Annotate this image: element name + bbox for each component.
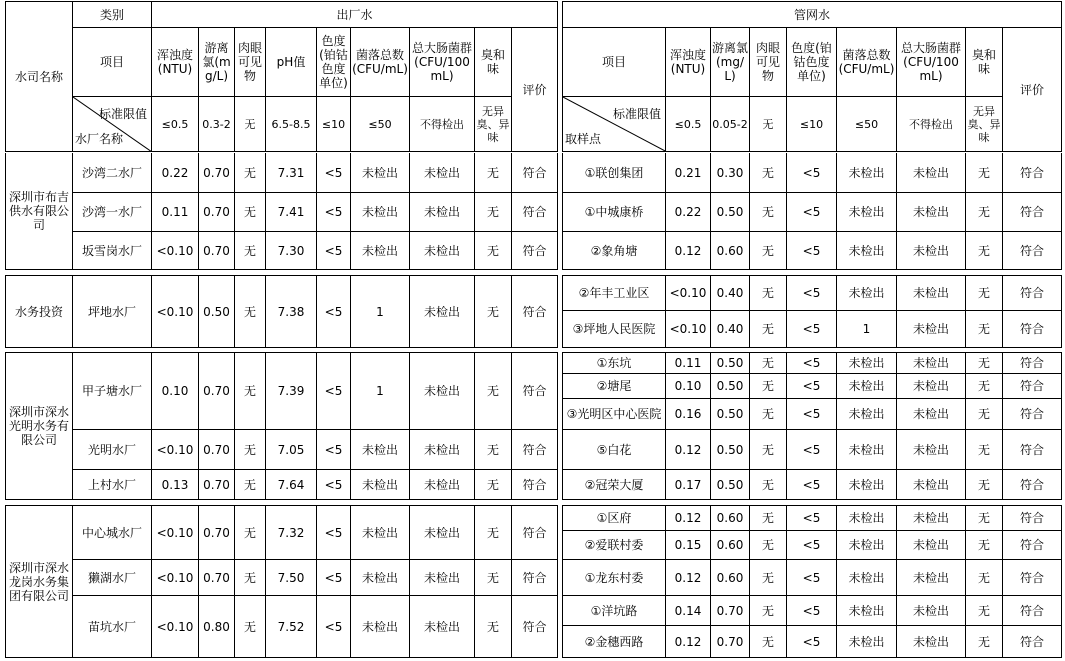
plant-name-diagonal [73,97,152,152]
outlet-limit-cell: 无 [235,97,266,152]
outlet-param-header: 游离氯(mg/L) [199,28,235,97]
network-value-cell: 未检出 [897,275,966,311]
network-value-cell: 无 [966,470,1003,500]
outlet-value-cell: 7.52 [266,596,317,658]
outlet-value-cell: 0.22 [152,153,199,193]
network-value-cell: 无 [966,374,1003,399]
outlet-value-cell: 7.39 [266,352,317,430]
network-value-cell: <5 [787,505,837,531]
network-value-cell: 未检出 [837,352,897,374]
outlet-value-cell: <5 [317,352,351,430]
network-value-cell: 0.60 [711,531,750,560]
network-value-cell: 无 [750,470,787,500]
outlet-value-cell: 无 [235,275,266,348]
outlet-value-cell: 7.05 [266,430,317,470]
sample-point-cell: ②年丰工业区 [562,275,666,311]
network-param-header: 游离氯(mg/L) [711,28,750,97]
network-value-cell: 未检出 [837,596,897,626]
network-limit-cell: ≤10 [787,97,837,152]
network-value-cell: 0.50 [711,352,750,374]
sample-point-cell: ①龙东村委 [562,560,666,596]
outlet-param-header: pH值 [266,28,317,97]
outlet-value-cell: 7.31 [266,153,317,193]
network-value-cell: 无 [966,193,1003,232]
outlet-value-cell: 0.11 [152,193,199,232]
outlet-eval-cell: 符合 [512,430,558,470]
outlet-value-cell: <0.10 [152,560,199,596]
outlet-value-cell: 0.70 [199,430,235,470]
network-value-cell: 0.30 [711,153,750,193]
network-value-cell: <5 [787,374,837,399]
outlet-value-cell: 7.38 [266,275,317,348]
outlet-value-cell: 无 [475,596,512,658]
network-eval-cell: 符合 [1003,232,1062,270]
company-name-cell: 深圳市深水龙岗水务集团有限公司 [5,505,73,658]
network-value-cell: <5 [787,153,837,193]
network-value-cell: 0.21 [666,153,711,193]
outlet-value-cell: 0.13 [152,470,199,500]
outlet-value-cell: <5 [317,275,351,348]
network-value-cell: 1 [837,311,897,348]
network-value-cell: 0.40 [711,311,750,348]
network-value-cell: 无 [966,430,1003,470]
network-value-cell: 0.50 [711,374,750,399]
plant-name-cell: 沙湾一水厂 [73,193,152,232]
outlet-value-cell: 未检出 [410,596,475,658]
outlet-limit-cell: 0.3-2 [199,97,235,152]
outlet-value-cell: <5 [317,232,351,270]
outlet-value-cell: <5 [317,153,351,193]
outlet-value-cell: 0.70 [199,560,235,596]
sample-point-cell: ①联创集团 [562,153,666,193]
sample-point-cell: ②象角塘 [562,232,666,270]
network-value-cell: 无 [966,560,1003,596]
network-value-cell: <5 [787,430,837,470]
network-value-cell: 未检出 [897,399,966,430]
sample-point-cell: ①区府 [562,505,666,531]
outlet-eval-cell: 符合 [512,596,558,658]
plant-name-label: 水厂名称 [75,132,124,146]
network-limit-cell: 无异臭、异味 [966,97,1003,152]
network-eval-cell: 符合 [1003,153,1062,193]
network-value-cell: 0.60 [711,232,750,270]
network-value-cell: 0.50 [711,399,750,430]
network-value-cell: 无 [750,193,787,232]
outlet-value-cell: 无 [235,470,266,500]
network-value-cell: 0.14 [666,596,711,626]
network-value-cell: 0.22 [666,193,711,232]
network-value-cell: 0.10 [666,374,711,399]
network-limit-cell: 0.05-2 [711,97,750,152]
outlet-value-cell: 无 [235,596,266,658]
network-value-cell: 0.12 [666,626,711,658]
plant-name-cell: 上村水厂 [73,470,152,500]
outlet-value-cell: 无 [235,193,266,232]
network-value-cell: 未检出 [897,153,966,193]
network-value-cell: 无 [750,399,787,430]
network-limit-cell: ≤0.5 [666,97,711,152]
network-eval-cell: 符合 [1003,430,1062,470]
outlet-value-cell: <0.10 [152,430,199,470]
outlet-limit-cell: 无异臭、异味 [475,97,512,152]
plant-name-cell: 甲子塘水厂 [73,352,152,430]
outlet-value-cell: 未检出 [351,193,410,232]
plant-name-cell: 沙湾二水厂 [73,153,152,193]
sample-point-cell: ②塘尾 [562,374,666,399]
network-value-cell: 0.12 [666,430,711,470]
plant-name-cell: 獭湖水厂 [73,560,152,596]
network-value-cell: 0.60 [711,560,750,596]
network-value-cell: 未检出 [897,596,966,626]
network-eval-cell: 符合 [1003,505,1062,531]
outlet-value-cell: <5 [317,505,351,560]
network-value-cell: 0.60 [711,505,750,531]
network-value-cell: 未检出 [837,193,897,232]
outlet-value-cell: 未检出 [410,505,475,560]
network-value-cell: 0.50 [711,470,750,500]
network-value-cell: 无 [750,626,787,658]
outlet-value-cell: <0.10 [152,505,199,560]
network-eval-cell: 符合 [1003,399,1062,430]
network-value-cell: <5 [787,399,837,430]
network-value-cell: 0.17 [666,470,711,500]
network-eval-cell: 符合 [1003,626,1062,658]
network-value-cell: 未检出 [837,560,897,596]
network-value-cell: 无 [750,311,787,348]
outlet-value-cell: 无 [235,352,266,430]
network-value-cell: 0.16 [666,399,711,430]
outlet-value-cell: <5 [317,193,351,232]
network-value-cell: 0.50 [711,430,750,470]
outlet-eval-cell: 符合 [512,470,558,500]
outlet-value-cell: <0.10 [152,596,199,658]
network-value-cell: 无 [966,275,1003,311]
network-param-header: 臭和味 [966,28,1003,97]
network-value-cell: 无 [750,531,787,560]
network-value-cell: <0.10 [666,275,711,311]
network-param-header: 浑浊度(NTU) [666,28,711,97]
item-header: 项目 [73,28,152,97]
outlet-eval-cell: 符合 [512,560,558,596]
network-value-cell: 未检出 [897,232,966,270]
network-value-cell: 无 [966,352,1003,374]
network-value-cell: 0.70 [711,596,750,626]
outlet-value-cell: 无 [235,560,266,596]
outlet-value-cell: 1 [351,275,410,348]
network-value-cell: 未检出 [837,505,897,531]
network-value-cell: 未检出 [897,531,966,560]
network-value-cell: 未检出 [837,531,897,560]
sample-point-cell: ①东坑 [562,352,666,374]
outlet-eval-cell: 符合 [512,153,558,193]
network-value-cell: 无 [750,352,787,374]
network-eval-cell: 符合 [1003,531,1062,560]
network-param-header: 总大肠菌群(CFU/100mL) [897,28,966,97]
outlet-value-cell: 未检出 [410,275,475,348]
network-value-cell: 0.12 [666,232,711,270]
plant-name-cell: 苗坑水厂 [73,596,152,658]
outlet-value-cell: 0.50 [199,275,235,348]
network-value-cell: 未检出 [837,470,897,500]
network-value-cell: <5 [787,560,837,596]
outlet-value-cell: <5 [317,470,351,500]
network-value-cell: 未检出 [897,352,966,374]
network-eval-cell: 符合 [1003,193,1062,232]
network-value-cell: 未检出 [897,470,966,500]
sample-point-cell: ①洋坑路 [562,596,666,626]
outlet-value-cell: 7.41 [266,193,317,232]
outlet-limit-cell: ≤50 [351,97,410,152]
outlet-value-cell: 未检出 [410,560,475,596]
network-value-cell: 无 [966,399,1003,430]
network-value-cell: 未检出 [897,193,966,232]
network-value-cell: <5 [787,232,837,270]
outlet-value-cell: <5 [317,560,351,596]
network-value-cell: 未检出 [837,153,897,193]
network-value-cell: <5 [787,596,837,626]
network-eval-cell: 符合 [1003,596,1062,626]
plant-name-cell: 中心城水厂 [73,505,152,560]
outlet-value-cell: 1 [351,352,410,430]
network-param-header: 菌落总数(CFU/mL) [837,28,897,97]
network-value-cell: 无 [966,311,1003,348]
network-limit-cell: 无 [750,97,787,152]
standard-limit-label: 标准限值 [98,107,147,121]
outlet-value-cell: 未检出 [351,470,410,500]
outlet-value-cell: 未检出 [351,232,410,270]
outlet-eval-cell: 符合 [512,352,558,430]
network-param-header: 色度(铂钴色度单位) [787,28,837,97]
network-value-cell: 0.40 [711,275,750,311]
evaluation-header: 评价 [512,28,558,152]
network-value-cell: 未检出 [897,505,966,531]
network-value-cell: 未检出 [837,275,897,311]
network-value-cell: 未检出 [897,560,966,596]
network-value-cell: 无 [966,596,1003,626]
network-eval-cell: 符合 [1003,560,1062,596]
outlet-value-cell: 0.70 [199,232,235,270]
sample-point-cell: ③光明区中心医院 [562,399,666,430]
outlet-value-cell: 7.30 [266,232,317,270]
outlet-value-cell: 未检出 [410,352,475,430]
network-value-cell: 未检出 [837,399,897,430]
network-value-cell: <5 [787,352,837,374]
network-value-cell: 0.15 [666,531,711,560]
outlet-param-header: 色度(铂钴色度单位) [317,28,351,97]
outlet-value-cell: 7.64 [266,470,317,500]
outlet-value-cell: 无 [235,430,266,470]
network-value-cell: 无 [966,505,1003,531]
outlet-value-cell: 未检出 [410,232,475,270]
network-limit-cell: ≤50 [837,97,897,152]
outlet-value-cell: 无 [235,153,266,193]
outlet-value-cell: 未检出 [351,153,410,193]
evaluation-header: 评价 [1003,28,1062,152]
plant-name-cell: 光明水厂 [73,430,152,470]
outlet-eval-cell: 符合 [512,232,558,270]
outlet-water-header: 出厂水 [152,1,558,28]
outlet-value-cell: 无 [475,153,512,193]
outlet-value-cell: 无 [475,275,512,348]
outlet-value-cell: 未检出 [351,596,410,658]
network-value-cell: 无 [750,153,787,193]
network-value-cell: 0.12 [666,560,711,596]
network-value-cell: 无 [966,153,1003,193]
network-eval-cell: 符合 [1003,470,1062,500]
outlet-value-cell: 0.70 [199,470,235,500]
network-value-cell: 无 [750,275,787,311]
outlet-eval-cell: 符合 [512,275,558,348]
outlet-param-header: 肉眼可见物 [235,28,266,97]
item-header: 项目 [562,28,666,97]
network-value-cell: 未检出 [837,626,897,658]
outlet-value-cell: 0.70 [199,505,235,560]
network-value-cell: 无 [966,232,1003,270]
network-value-cell: 0.50 [711,193,750,232]
outlet-value-cell: 无 [475,193,512,232]
outlet-value-cell: 0.10 [152,352,199,430]
company-name-cell: 深圳市布吉供水有限公司 [5,153,73,270]
sample-point-label: 取样点 [565,132,602,146]
outlet-value-cell: <5 [317,430,351,470]
outlet-value-cell: 无 [235,505,266,560]
outlet-value-cell: 未检出 [410,193,475,232]
network-value-cell: <5 [787,626,837,658]
plant-name-cell: 坪地水厂 [73,275,152,348]
sample-point-cell: ③坪地人民医院 [562,311,666,348]
category-header: 类别 [73,1,152,28]
outlet-value-cell: 未检出 [410,430,475,470]
network-value-cell: 无 [750,374,787,399]
outlet-value-cell: 无 [475,232,512,270]
outlet-value-cell: 未检出 [410,153,475,193]
outlet-limit-cell: 6.5-8.5 [266,97,317,152]
network-eval-cell: 符合 [1003,311,1062,348]
outlet-value-cell: 无 [235,232,266,270]
outlet-value-cell: 0.80 [199,596,235,658]
outlet-value-cell: 0.70 [199,193,235,232]
network-eval-cell: 符合 [1003,374,1062,399]
outlet-param-header: 浑浊度(NTU) [152,28,199,97]
network-value-cell: <5 [787,311,837,348]
outlet-value-cell: 未检出 [351,505,410,560]
outlet-limit-cell: ≤10 [317,97,351,152]
outlet-value-cell: 无 [475,560,512,596]
outlet-value-cell: 未检出 [351,430,410,470]
network-value-cell: 未检出 [837,430,897,470]
plant-name-cell: 坂雪岗水厂 [73,232,152,270]
network-value-cell: 无 [966,531,1003,560]
network-value-cell: <5 [787,193,837,232]
network-water-header: 管网水 [562,1,1062,28]
outlet-value-cell: 无 [475,470,512,500]
network-value-cell: 无 [750,560,787,596]
network-value-cell: 未检出 [897,311,966,348]
outlet-value-cell: 无 [475,352,512,430]
standard-limit-label: 标准限值 [612,107,661,121]
network-value-cell: <5 [787,275,837,311]
network-value-cell: 0.12 [666,505,711,531]
network-eval-cell: 符合 [1003,352,1062,374]
network-value-cell: 未检出 [837,232,897,270]
outlet-value-cell: 无 [475,430,512,470]
outlet-param-header: 菌落总数(CFU/mL) [351,28,410,97]
outlet-value-cell: 未检出 [410,470,475,500]
network-value-cell: <5 [787,531,837,560]
network-value-cell: <5 [787,470,837,500]
network-value-cell: 无 [750,596,787,626]
outlet-value-cell: 7.50 [266,560,317,596]
sample-point-cell: ②爱联村委 [562,531,666,560]
outlet-value-cell: 无 [475,505,512,560]
company-name-cell: 深圳市深水光明水务有限公司 [5,352,73,500]
network-value-cell: 无 [750,505,787,531]
outlet-limit-cell: ≤0.5 [152,97,199,152]
network-value-cell: <0.10 [666,311,711,348]
outlet-eval-cell: 符合 [512,193,558,232]
network-value-cell: 无 [750,232,787,270]
outlet-param-header: 臭和味 [475,28,512,97]
outlet-limit-cell: 不得检出 [410,97,475,152]
outlet-value-cell: <0.10 [152,275,199,348]
network-value-cell: 未检出 [837,374,897,399]
network-value-cell: 0.70 [711,626,750,658]
network-value-cell: 无 [966,626,1003,658]
outlet-eval-cell: 符合 [512,505,558,560]
sample-point-cell: ②金穗西路 [562,626,666,658]
outlet-value-cell: 未检出 [351,560,410,596]
outlet-value-cell: <0.10 [152,232,199,270]
network-param-header: 肉眼可见物 [750,28,787,97]
outlet-value-cell: <5 [317,596,351,658]
outlet-value-cell: 0.70 [199,153,235,193]
network-value-cell: 未检出 [897,626,966,658]
sample-point-cell: ②冠荣大厦 [562,470,666,500]
network-value-cell: 未检出 [897,430,966,470]
sample-point-cell: ①中城康桥 [562,193,666,232]
sample-point-cell: ⑤白花 [562,430,666,470]
network-value-cell: 0.11 [666,352,711,374]
sample-point-diagonal [562,97,666,152]
network-eval-cell: 符合 [1003,275,1062,311]
network-value-cell: 未检出 [897,374,966,399]
outlet-value-cell: 7.32 [266,505,317,560]
network-value-cell: 无 [750,430,787,470]
network-limit-cell: 不得检出 [897,97,966,152]
company-name-cell: 水务投资 [5,275,73,348]
outlet-value-cell: 0.70 [199,352,235,430]
company-name-header: 水司名称 [5,1,73,152]
outlet-param-header: 总大肠菌群(CFU/100mL) [410,28,475,97]
